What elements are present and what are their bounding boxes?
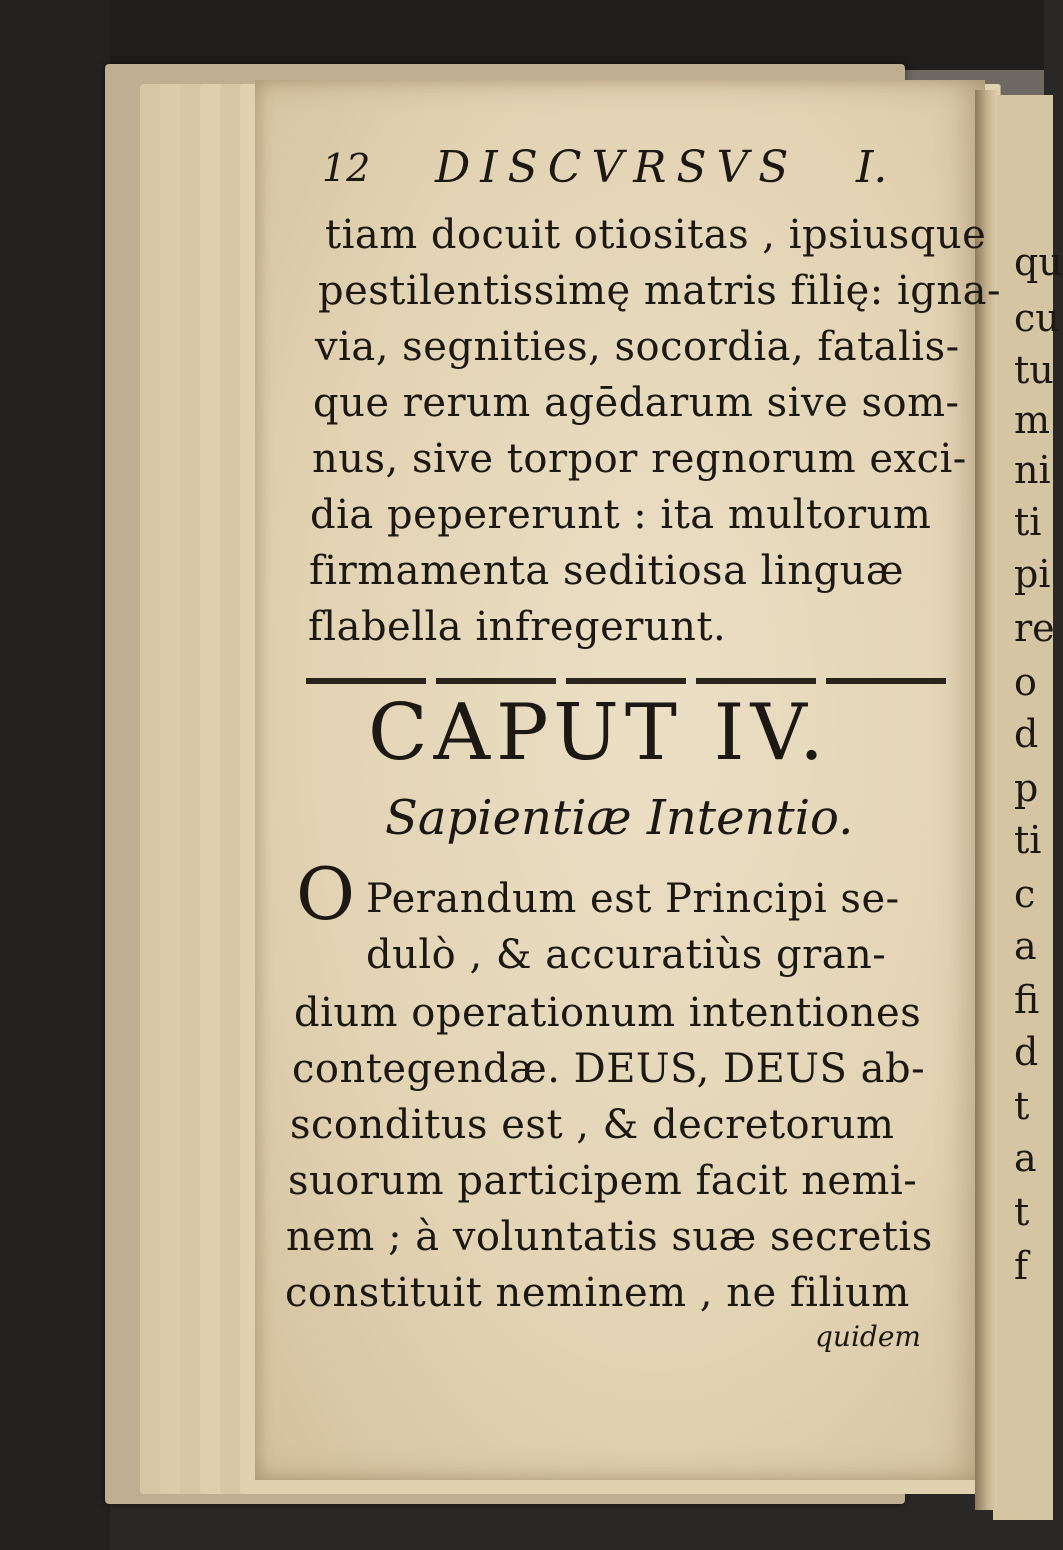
chapter-subtitle: Sapientiæ Intentio. <box>385 790 854 846</box>
right-page-fragment: f <box>1014 1244 1029 1288</box>
text-line: flabella infregerunt. <box>308 604 727 650</box>
right-page-fragment: c <box>1014 872 1036 916</box>
text-line: dulò , & accuratiùs gran- <box>366 932 887 978</box>
right-page-fragment: a <box>1014 924 1037 968</box>
right-page-fragment: pi <box>1014 552 1051 596</box>
right-page-fragment: fi <box>1014 978 1040 1022</box>
text-line: pestilentissimę matris filię: igna- <box>318 268 1002 314</box>
text-line: firmamenta seditiosa linguæ <box>309 548 904 594</box>
right-page-fragment: p <box>1014 766 1039 810</box>
text-line: dia pepererunt : ita multorum <box>310 492 932 538</box>
right-page-fragment: o <box>1014 660 1037 704</box>
right-page-fragment: t <box>1014 1084 1030 1128</box>
right-page-fragment: m <box>1014 398 1051 442</box>
right-page-fragment: cu <box>1014 296 1060 340</box>
text-line: que rerum agēdarum sive som- <box>313 380 960 426</box>
text-line: sconditus est , & decretorum <box>290 1102 895 1148</box>
right-page-fragment: re <box>1014 606 1055 650</box>
right-page-fragment: t <box>1014 1190 1030 1234</box>
right-page-fragment: ti <box>1014 500 1042 544</box>
running-title: DISCVRSVS <box>435 142 799 193</box>
text-line: constituit neminem , ne filium <box>285 1270 910 1316</box>
text-line: contegendæ. DEUS, DEUS ab- <box>292 1046 926 1092</box>
background-left <box>0 0 110 1550</box>
ornamental-rule <box>306 678 954 684</box>
text-line: dium operationum intentiones <box>294 990 922 1036</box>
text-line: via, segnities, socordia, fatalis- <box>315 324 960 370</box>
drop-cap: O <box>296 852 356 936</box>
catchword: quidem <box>815 1320 921 1353</box>
chapter-heading: CAPUT IV. <box>368 688 830 778</box>
right-page-fragment: a <box>1014 1136 1037 1180</box>
background-top <box>0 0 1044 70</box>
right-page-fragment: d <box>1014 712 1039 756</box>
right-page-fragment: d <box>1014 1030 1039 1074</box>
right-page-fragment: tu <box>1014 348 1054 392</box>
right-page-fragment: qu <box>1014 240 1063 284</box>
text-line: nus, sive torpor regnorum exci- <box>312 436 967 482</box>
right-page-fragment: ti <box>1014 818 1042 862</box>
page-number: 12 <box>322 146 371 190</box>
text-line: tiam docuit otiositas , ipsiusque <box>325 212 987 258</box>
right-page-fragment: ni <box>1014 448 1051 492</box>
text-line: Perandum est Principi se- <box>366 876 900 922</box>
chapter-numeral: I. <box>856 142 888 193</box>
text-line: suorum participem facit nemi- <box>288 1158 918 1204</box>
text-line: nem ; à voluntatis suæ secretis <box>286 1214 933 1260</box>
